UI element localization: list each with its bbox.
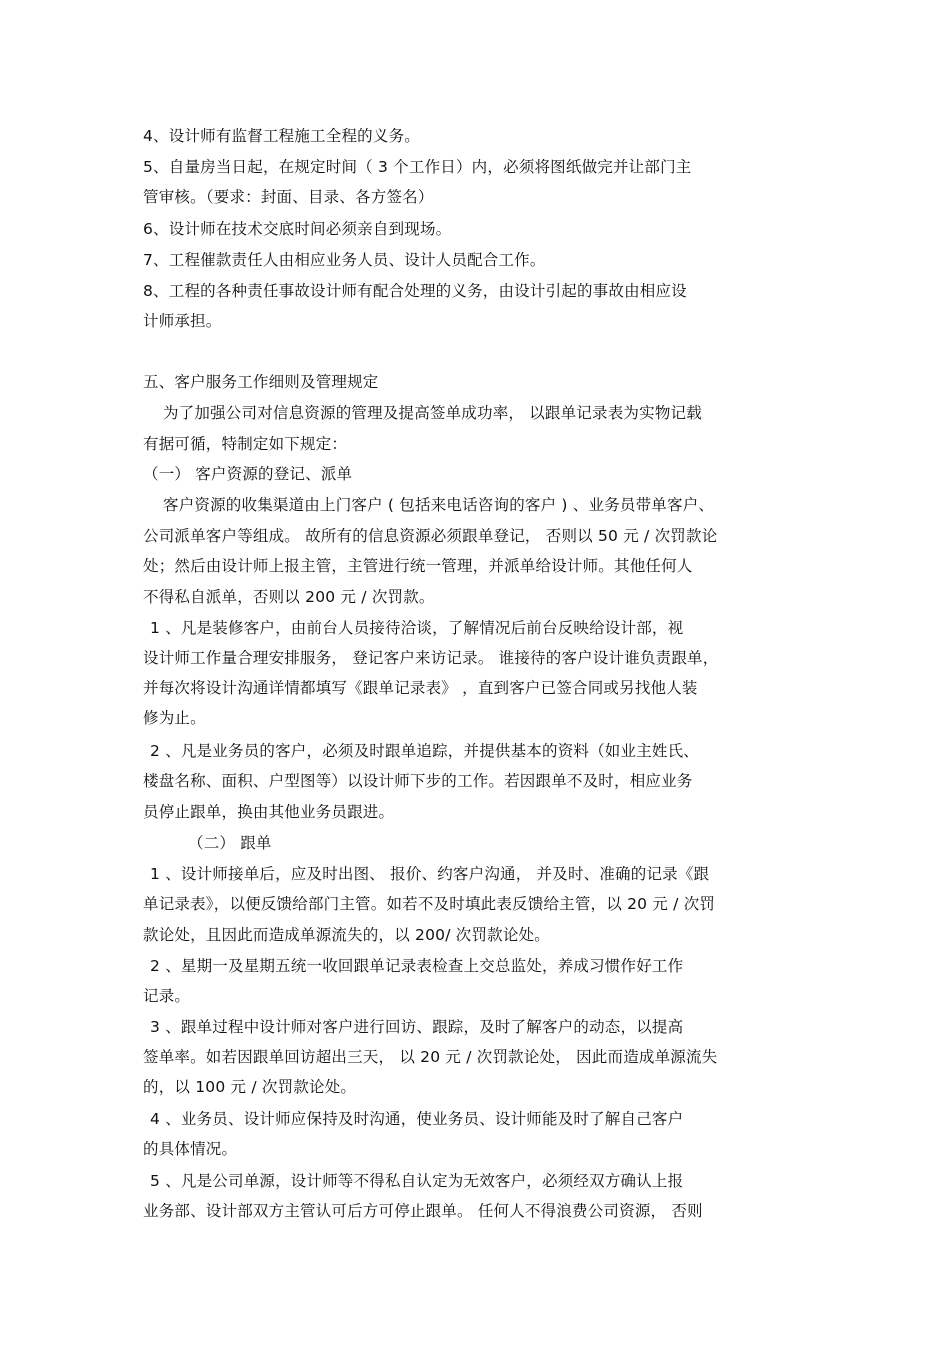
- clause-5-line-2: 管审核。（要求：封面、目录、各方签名）: [143, 188, 434, 206]
- item-1-line-3: 并每次将设计沟通详情都填写《跟单记录表》 ，直到客户已签合同或另找他人装: [143, 679, 698, 697]
- follow-item-2-line-2: 记录。: [143, 987, 191, 1005]
- clause-7: 7、工程催款责任人由相应业务人员、设计人员配合工作。: [143, 251, 546, 269]
- paragraph-1-line-4: 不得私自派单，否则以 200 元 / 次罚款。: [143, 588, 435, 606]
- paragraph-1-line-1: 客户资源的收集渠道由上门客户 ( 包括来电话咨询的客户 ) 、业务员带单客户、: [163, 496, 715, 514]
- clause-5-line-1: 5、自量房当日起，在规定时间（ 3 个工作日）内，必须将图纸做完并让部门主: [143, 158, 692, 176]
- paragraph-1-line-2: 公司派单客户等组成。 故所有的信息资源必须跟单登记， 否则以 50 元 / 次罚款论: [143, 527, 718, 545]
- item-2-line-1: 2 、凡是业务员的客户，必须及时跟单追踪，并提供基本的资料（如业主姓氏、: [150, 742, 699, 760]
- section-heading-5: 五、客户服务工作细则及管理规定: [143, 373, 379, 391]
- subsection-heading-2: （二） 跟单: [188, 834, 272, 852]
- follow-item-1-line-1: 1 、设计师接单后，应及时出图、 报价、约客户沟通， 并及时、准确的记录《跟: [150, 865, 710, 883]
- clause-6: 6、设计师在技术交底时间必须亲自到现场。: [143, 220, 452, 238]
- follow-item-5-line-2: 业务部、设计部双方主管认可后方可停止跟单。 任何人不得浪费公司资源， 否则: [143, 1202, 703, 1220]
- intro-line-1: 为了加强公司对信息资源的管理及提高签单成功率， 以跟单记录表为实物记载: [163, 404, 702, 422]
- follow-item-2-line-1: 2 、星期一及星期五统一收回跟单记录表检查上交总监处，养成习惯作好工作: [150, 957, 684, 975]
- follow-item-1-line-3: 款论处，且因此而造成单源流失的，以 200/ 次罚款论处。: [143, 926, 550, 944]
- paragraph-1-line-3: 处；然后由设计师上报主管，主管进行统一管理，并派单给设计师。其他任何人: [143, 557, 693, 575]
- item-2-line-2: 楼盘名称、面积、户型图等）以设计师下步的工作。若因跟单不及时，相应业务: [143, 772, 693, 790]
- clause-4: 4、设计师有监督工程施工全程的义务。: [143, 127, 420, 145]
- follow-item-5-line-1: 5 、凡是公司单源，设计师等不得私自认定为无效客户，必须经双方确认上报: [150, 1172, 684, 1190]
- item-1-line-2: 设计师工作量合理安排服务， 登记客户来访记录。 谁接待的客户设计谁负责跟单，: [143, 649, 719, 667]
- subsection-heading-1: （一） 客户资源的登记、派单: [143, 465, 353, 483]
- follow-item-3-line-3: 的，以 100 元 / 次罚款论处。: [143, 1078, 357, 1096]
- follow-item-3-line-2: 签单率。如若因跟单回访超出三天， 以 20 元 / 次罚款论处， 因此而造成单源流失: [143, 1048, 718, 1066]
- follow-item-4-line-2: 的具体情况。: [143, 1140, 238, 1158]
- follow-item-1-line-2: 单记录表》，以便反馈给部门主管。如若不及时填此表反馈给主管，以 20 元 / 次罚: [143, 895, 716, 913]
- item-1-line-1: 1 、凡是装修客户，由前台人员接待洽谈，了解情况后前台反映给设计部，视: [150, 619, 684, 637]
- item-2-line-3: 员停止跟单，换由其他业务员跟进。: [143, 803, 395, 821]
- intro-line-2: 有据可循，特制定如下规定：: [143, 435, 348, 453]
- clause-8-line-2: 计师承担。: [143, 312, 222, 330]
- follow-item-3-line-1: 3 、跟单过程中设计师对客户进行回访、跟踪，及时了解客户的动态，以提高: [150, 1018, 684, 1036]
- clause-8-line-1: 8、工程的各种责任事故设计师有配合处理的义务，由设计引起的事故由相应设: [143, 282, 687, 300]
- follow-item-4-line-1: 4 、业务员、设计师应保持及时沟通，使业务员、设计师能及时了解自己客户: [150, 1110, 684, 1128]
- item-1-line-4: 修为止。: [143, 709, 206, 727]
